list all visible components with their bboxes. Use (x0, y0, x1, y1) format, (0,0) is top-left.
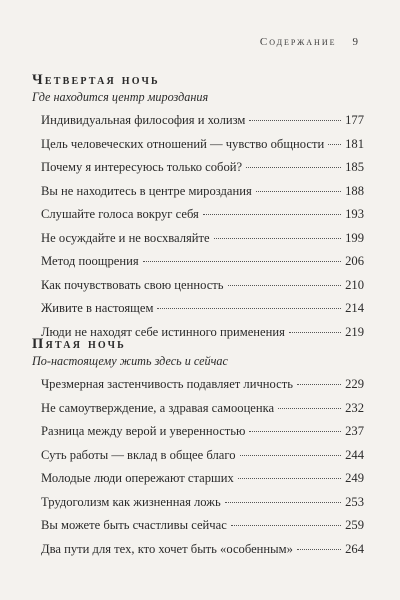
toc-entry-label: Метод поощрения (41, 254, 139, 268)
toc-entry-page: 244 (345, 447, 364, 462)
toc-entry (41, 401, 364, 425)
toc-entry-label: Цель человеческих отношений — чувство общности (41, 136, 325, 151)
section-subtitle: Где находится центр мироздания (32, 90, 209, 104)
toc-entry-label: Не осуждайте и не восхваляйте (41, 230, 210, 245)
toc-entry (41, 518, 364, 542)
dot-leader (240, 455, 342, 456)
toc-entry-label: Живите в настоящем (41, 301, 154, 315)
dot-leader (328, 144, 341, 145)
toc-entry-page: 206 (345, 254, 364, 268)
toc-entry-label: Вы не находитесь в центре мироздания (41, 183, 252, 198)
toc-entry-label: Не самоутверждение, а здравая самооценка (41, 400, 275, 415)
toc-entry (41, 542, 364, 566)
toc-entry (41, 184, 364, 208)
toc-list (32, 377, 364, 565)
toc-entry (41, 301, 364, 325)
toc-entry-label: Трудоголизм как жизненная ложь (41, 494, 221, 509)
toc-entry (41, 278, 364, 302)
dot-leader (238, 478, 341, 479)
toc-entry (41, 207, 364, 231)
dot-leader (297, 384, 341, 385)
section-title: Пятая ночь (32, 336, 126, 352)
toc-entry-page: 249 (345, 471, 364, 485)
toc-entry-label: Суть работы — вклад в общее благо (41, 447, 236, 462)
toc-entry-label: Почему я интересуюсь только собой? (41, 160, 243, 174)
dot-leader (246, 167, 341, 168)
toc-entry (41, 160, 364, 184)
toc-entry-page: 264 (345, 541, 364, 556)
dot-leader (249, 120, 341, 121)
section-subtitle: По-настоящему жить здесь и сейчас (32, 354, 228, 368)
toc-entry-label: Два пути для тех, кто хочет быть «особенным» (41, 541, 293, 556)
toc-entry-label: Индивидуальная философия и холизм (41, 113, 246, 127)
toc-entry (41, 231, 364, 255)
section-title: Четвертая ночь (32, 72, 160, 88)
toc-entry-page: 177 (345, 113, 364, 127)
toc-entry (41, 113, 364, 137)
dot-leader (214, 238, 341, 239)
toc-entry-page: 210 (345, 277, 364, 292)
dot-leader (157, 308, 341, 309)
toc-entry-page: 232 (345, 400, 364, 415)
toc-entry-page: 214 (345, 301, 364, 315)
dot-leader (143, 261, 341, 262)
toc-entry (41, 377, 364, 401)
toc-entry-page: 188 (345, 183, 364, 198)
toc-section-fourth-night (32, 71, 364, 348)
toc-entry-label: Вы можете быть счастливы сейчас (41, 518, 227, 532)
dot-leader (225, 502, 341, 503)
running-header (260, 36, 360, 48)
toc-entry-page: 229 (345, 377, 364, 391)
toc-entry-label: Молодые люди опережают старших (41, 471, 234, 485)
toc-entry-page: 193 (345, 207, 364, 221)
toc-entry (41, 471, 364, 495)
toc-entry (41, 495, 364, 519)
running-header-title: Содержание (259, 36, 337, 48)
toc-entry (41, 254, 364, 278)
dot-leader (278, 408, 341, 409)
toc-entry-page: 185 (345, 160, 364, 174)
toc-entry (41, 424, 364, 448)
dot-leader (249, 431, 341, 432)
toc-entry-label: Как почувствовать свою ценность (41, 277, 224, 292)
toc-entry-page: 181 (345, 136, 364, 151)
toc-list (32, 113, 364, 348)
toc-entry-page: 253 (345, 494, 364, 509)
toc-entry-label: Слушайте голоса вокруг себя (41, 207, 199, 221)
dot-leader (297, 549, 341, 550)
toc-section-fifth-night (32, 335, 364, 565)
dot-leader (228, 285, 342, 286)
toc-entry (41, 137, 364, 161)
dot-leader (203, 214, 341, 215)
toc-entry-label: Люди не находят себе истинного применения (41, 324, 285, 339)
toc-entry-page: 259 (345, 518, 364, 532)
toc-entry-page: 199 (345, 230, 364, 245)
dot-leader (289, 332, 341, 333)
toc-entry-page: 219 (345, 324, 364, 339)
toc-entry-label: Чрезмерная застенчивость подавляет личность (41, 377, 293, 391)
toc-entry-page: 237 (345, 424, 364, 438)
dot-leader (231, 525, 341, 526)
toc-entry (41, 448, 364, 472)
dot-leader (256, 191, 341, 192)
toc-entry-label: Разница между верой и уверенностью (41, 424, 246, 438)
page-number: 9 (352, 36, 360, 48)
